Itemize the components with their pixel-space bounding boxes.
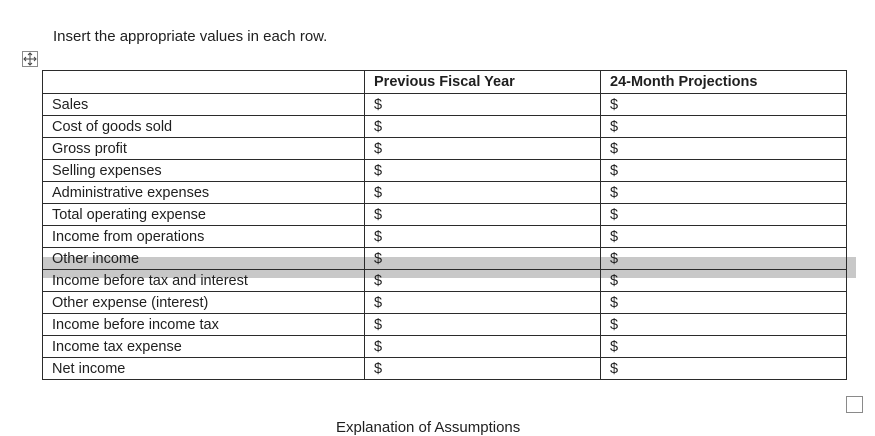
previous-fiscal-year-cell[interactable]: $: [365, 226, 601, 248]
projection-cell[interactable]: $: [601, 116, 847, 138]
previous-fiscal-year-cell[interactable]: $: [365, 204, 601, 226]
instruction-text: Insert the appropriate values in each row.: [53, 28, 328, 45]
projection-cell[interactable]: $: [601, 226, 847, 248]
previous-fiscal-year-cell[interactable]: $: [365, 336, 601, 358]
table-row: [43, 358, 847, 380]
previous-fiscal-year-cell[interactable]: $: [365, 94, 601, 116]
table-row: [43, 226, 847, 248]
previous-fiscal-year-cell[interactable]: $: [365, 358, 601, 380]
projection-cell[interactable]: $: [601, 270, 847, 292]
table-row: [43, 94, 847, 116]
row-label[interactable]: Income tax expense: [43, 336, 365, 358]
row-label[interactable]: Gross profit: [43, 138, 365, 160]
row-label[interactable]: Income before tax and interest: [43, 270, 365, 292]
previous-fiscal-year-cell[interactable]: $: [365, 270, 601, 292]
projection-cell[interactable]: $: [601, 204, 847, 226]
financial-table: [42, 70, 847, 380]
projection-cell[interactable]: $: [601, 336, 847, 358]
previous-fiscal-year-cell[interactable]: $: [365, 160, 601, 182]
header-cell-previous-fiscal-year[interactable]: Previous Fiscal Year: [365, 71, 601, 94]
row-label[interactable]: Sales: [43, 94, 365, 116]
projection-cell[interactable]: $: [601, 182, 847, 204]
table-row: [43, 160, 847, 182]
header-cell-24-month-projections[interactable]: 24-Month Projections: [601, 71, 847, 94]
previous-fiscal-year-cell[interactable]: $: [365, 116, 601, 138]
table-resize-handle-icon[interactable]: [846, 396, 863, 413]
table-row: [43, 314, 847, 336]
previous-fiscal-year-cell[interactable]: $: [365, 314, 601, 336]
row-label[interactable]: Net income: [43, 358, 365, 380]
projection-cell[interactable]: $: [601, 160, 847, 182]
row-label[interactable]: Other expense (interest): [43, 292, 365, 314]
row-label[interactable]: Selling expenses: [43, 160, 365, 182]
row-label[interactable]: Total operating expense: [43, 204, 365, 226]
projection-cell[interactable]: $: [601, 314, 847, 336]
row-label[interactable]: Income from operations: [43, 226, 365, 248]
previous-fiscal-year-cell[interactable]: $: [365, 138, 601, 160]
table-header-row: [43, 71, 847, 94]
previous-fiscal-year-cell[interactable]: $: [365, 182, 601, 204]
table-row: [43, 336, 847, 358]
table-row: [43, 182, 847, 204]
table-row-selected: [43, 248, 847, 270]
row-label[interactable]: Administrative expenses: [43, 182, 365, 204]
table-row: [43, 270, 847, 292]
next-section-heading-partial: Explanation of Assumptions: [336, 419, 521, 436]
table-row: [43, 292, 847, 314]
row-label[interactable]: Income before income tax: [43, 314, 365, 336]
projection-cell[interactable]: $: [601, 358, 847, 380]
table-row: [43, 204, 847, 226]
table-move-handle-icon[interactable]: [22, 51, 38, 67]
projection-cell[interactable]: $: [601, 138, 847, 160]
header-cell-label[interactable]: [43, 71, 365, 94]
table-row: [43, 116, 847, 138]
projection-cell[interactable]: $: [601, 248, 847, 270]
row-label[interactable]: Other income: [43, 248, 365, 270]
projection-cell[interactable]: $: [601, 94, 847, 116]
previous-fiscal-year-cell[interactable]: $: [365, 292, 601, 314]
projection-cell[interactable]: $: [601, 292, 847, 314]
table-row: [43, 138, 847, 160]
row-label[interactable]: Cost of goods sold: [43, 116, 365, 138]
previous-fiscal-year-cell[interactable]: $: [365, 248, 601, 270]
